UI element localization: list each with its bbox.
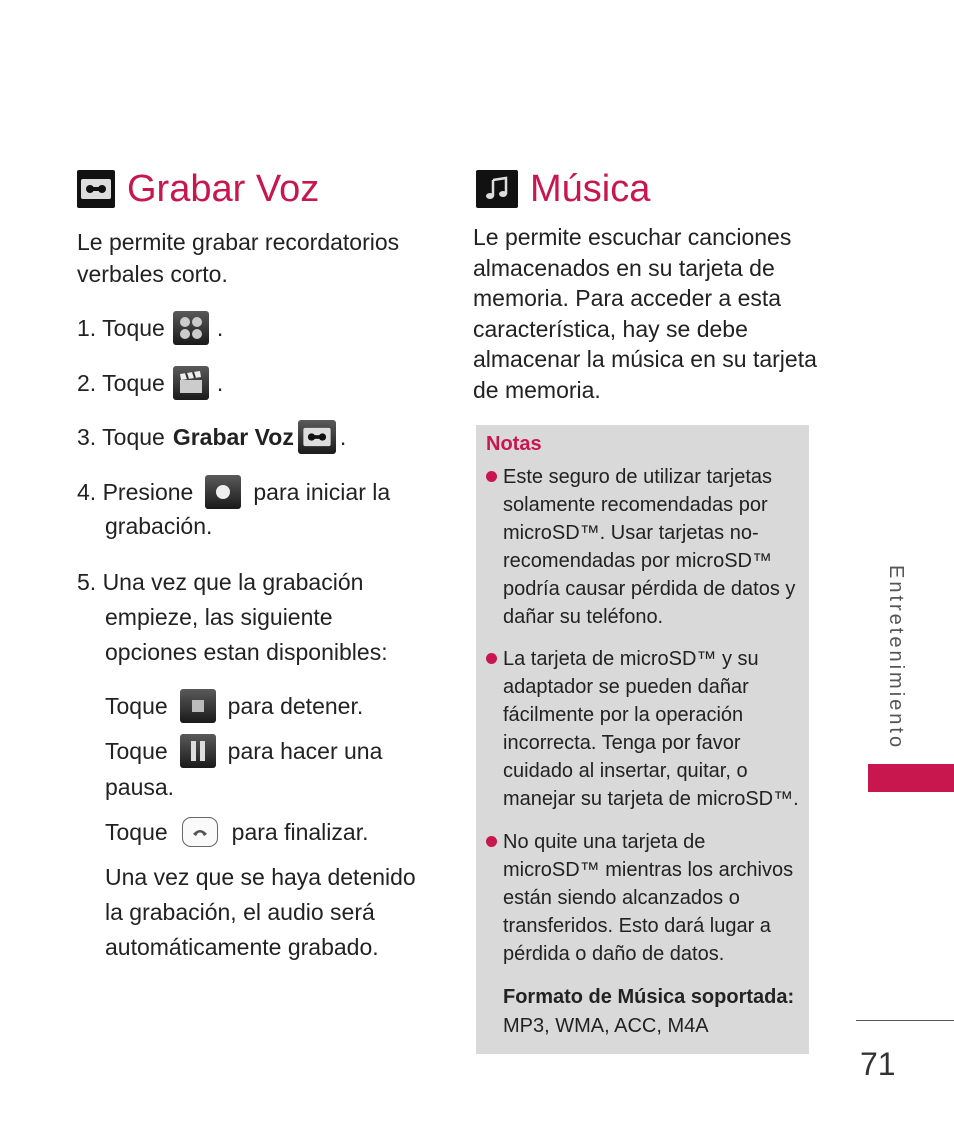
musica-heading (476, 170, 650, 208)
closing-text: Una vez que se haya detenido la grabación, el audio será automáticamente grabado. (105, 864, 416, 960)
record-icon (205, 475, 241, 509)
option-pause-suffix: para hacer una (227, 737, 383, 764)
grabar-voz-intro: Le permite grabar recordatorios verbales corto. (77, 229, 400, 287)
step-4-suffix: para iniciar la (253, 478, 391, 505)
step-3-suffix: . (339, 423, 347, 450)
format-value: MP3, WMA, ACC, M4A (503, 1015, 709, 1037)
bullet-dot-icon (486, 836, 497, 847)
notes-box (476, 425, 809, 1054)
option-stop-suffix: para detener. (227, 692, 364, 719)
grabar-voz-heading (77, 170, 319, 208)
section-tab (868, 764, 954, 792)
step-3-text: 3. Toque (77, 423, 165, 450)
step-3 (77, 417, 346, 457)
step-4-cont: grabación. (105, 513, 213, 539)
step-1 (77, 308, 223, 348)
musica-title: Música (530, 168, 651, 210)
step-2-text: 2. Toque (77, 369, 165, 396)
cassette-icon (77, 170, 115, 208)
step-2 (77, 363, 223, 403)
option-stop-text: Toque (105, 692, 168, 719)
step-1-text: 1. Toque (77, 314, 165, 341)
option-pause (105, 731, 382, 771)
menu-grid-icon (173, 311, 209, 345)
option-end-suffix: para finalizar. (231, 818, 369, 845)
note-bullet-2 (486, 645, 806, 813)
step-4-text: 4. Presione (77, 478, 194, 505)
pause-icon (180, 734, 216, 768)
grabar-voz-title: Grabar Voz (127, 168, 320, 210)
note-bullet-3-text: No quite una tarjeta de microSD™ mientras los archivos están siendo alcanzados o transferidos. Esto dará lugar a pérdida o daño de datos. (503, 831, 794, 965)
section-side-label: Entretenimiento (885, 565, 907, 751)
page-number: 71 (860, 1046, 896, 1082)
bullet-dot-icon (486, 653, 497, 664)
format-label: Formato de Música soportada: (503, 986, 795, 1008)
step-1-suffix: . (216, 314, 224, 341)
cassette-icon (298, 420, 336, 454)
note-bullet-1-text: Este seguro de utilizar tarjetas solamente recomendadas por microSD™. Usar tarjetas no-recomendadas por microSD™ podría causar pérdida de datos y dañar su teléfono. (503, 466, 796, 628)
clapperboard-icon (173, 366, 209, 400)
option-end-text: Toque (105, 818, 168, 845)
musica-intro: Le permite escuchar canciones almacenados en su tarjeta de memoria. Para acceder a esta característica, hay se debe almacenar la música en su tarjeta de memoria. (473, 224, 817, 403)
note-bullet-2-text: La tarjeta de microSD™ y su adaptador se pueden dañar fácilmente por la operación incorrecta. Tenga por favor cuidado al insertar, quitar, o manejar su tarjeta de microSD™. (503, 648, 799, 810)
step-2-suffix: . (216, 369, 224, 396)
bullet-dot-icon (486, 471, 497, 482)
option-pause-text: Toque (105, 737, 168, 764)
end-call-icon (182, 817, 218, 847)
option-end (105, 812, 368, 852)
stop-icon (180, 689, 216, 723)
music-note-icon (476, 170, 518, 208)
note-bullet-3 (486, 828, 806, 968)
notes-title: Notas (486, 433, 542, 455)
page-divider (856, 1020, 954, 1021)
step-3-bold: Grabar Voz (172, 423, 294, 450)
note-bullet-1 (486, 463, 806, 631)
step-4 (77, 472, 390, 512)
option-pause-cont: pausa. (105, 774, 175, 800)
step-5: 5. Una vez que la grabación empieze, las siguiente opciones estan disponibles: (77, 569, 388, 665)
option-stop (105, 686, 363, 726)
